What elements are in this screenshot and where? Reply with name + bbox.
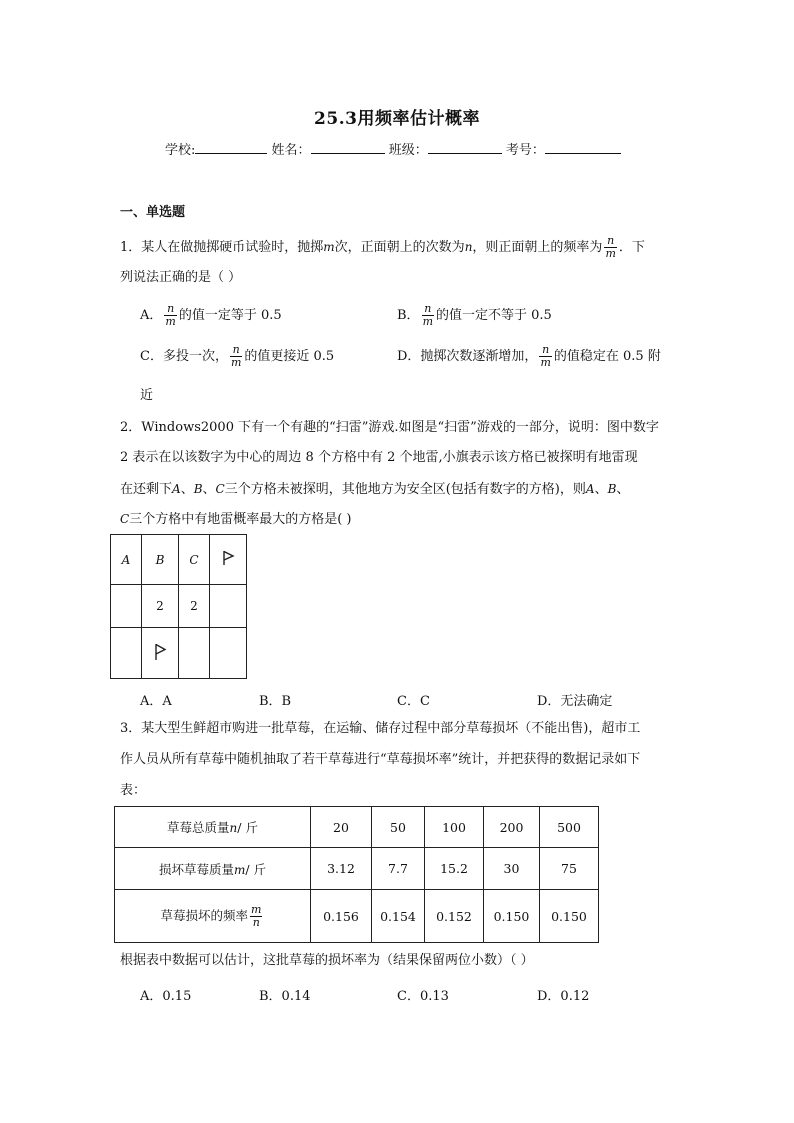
school-label: 学校:	[165, 143, 196, 158]
q1-option-b-fraction	[422, 303, 434, 328]
table-cell: 0.156	[311, 890, 372, 943]
option-d-prefix: D．抛掷次数逐渐增加，	[397, 349, 538, 364]
fraction-numerator: n	[604, 235, 616, 248]
fraction-denominator: m	[422, 315, 433, 328]
q3-stem-line1: 3．某大型生鲜超市购进一批草莓，在运输、储存过程中部分草莓损坏（不能出售)，超市工	[120, 721, 641, 736]
option-b-prefix: B．	[397, 308, 420, 323]
grid-cell	[210, 535, 247, 585]
header-text: 损坏草莓质量	[158, 861, 234, 877]
fraction-denominator: m	[165, 315, 176, 328]
option-a-prefix: A．	[140, 308, 163, 323]
option-b-text: 的值一定不等于 0.5	[436, 308, 552, 323]
table-cell: 200	[484, 807, 540, 848]
cell-label-c: C	[189, 552, 199, 567]
q3-stem-line2: 作人员从所有草莓中随机抽取了若干草莓进行“草莓损坏率”统计，并把获得的数据记录如下	[120, 752, 641, 767]
q2-var-c: C	[215, 482, 225, 496]
fraction-numerator: n	[539, 344, 551, 357]
q2-option-d[interactable]: D．无法确定	[537, 694, 613, 709]
name-blank[interactable]	[311, 141, 385, 154]
cell-label-b: B	[155, 552, 165, 567]
q2-option-a[interactable]: A．A	[140, 694, 172, 709]
header-var-m: m	[233, 862, 246, 877]
header-text: 草莓损坏的频率	[160, 907, 249, 923]
q1-stem-line2: 列说法正确的是（ ）	[120, 270, 242, 285]
table-row	[115, 848, 599, 890]
q1-var-m: m	[323, 240, 335, 254]
q2-stem-line2: 2 表示在以该数字为中心的周边 8 个方格中有 2 个地雷,小旗表示该方格已被探明有地雷现	[120, 450, 638, 465]
table-cell: 7.7	[372, 848, 425, 890]
table-cell: 15.2	[425, 848, 484, 890]
q3-option-a[interactable]: A．0.15	[140, 989, 192, 1004]
fraction-numerator: m	[251, 902, 262, 916]
header-text: 草莓总质量	[167, 820, 230, 835]
fraction-numerator: n	[164, 303, 176, 316]
table-cell: 50	[372, 807, 425, 848]
table-cell: 30	[484, 848, 540, 890]
grid-cell	[179, 535, 210, 585]
school-blank[interactable]	[195, 141, 267, 154]
table-cell: 0.154	[372, 890, 425, 943]
q3-option-b[interactable]: B．0.14	[259, 989, 311, 1004]
q3-stem-line3: 表：	[120, 783, 147, 798]
q1-option-d-continued: 近	[140, 388, 154, 403]
table-cell: 20	[311, 807, 372, 848]
cell-number: 2	[190, 599, 198, 613]
fraction-numerator: n	[230, 344, 242, 357]
grid-cell	[111, 585, 142, 628]
fraction-denominator: n	[252, 915, 260, 929]
cell-number: 2	[156, 599, 164, 613]
q1-option-d[interactable]	[397, 344, 661, 369]
header-unit: / 斤	[245, 861, 267, 877]
class-label: 班级：	[388, 143, 428, 158]
q1-option-a[interactable]	[140, 303, 282, 328]
table-cell: 75	[540, 848, 599, 890]
q1-fraction	[604, 235, 616, 260]
q2-option-c[interactable]: C．C	[397, 694, 430, 709]
q2-option-b[interactable]: B．B	[259, 694, 292, 709]
cell-label-a: A	[121, 552, 131, 567]
q1-option-b[interactable]	[397, 303, 552, 328]
grid-cell	[142, 535, 179, 585]
table-row	[115, 807, 599, 848]
table-cell: 0.150	[540, 890, 599, 943]
option-a-text: 的值一定等于 0.5	[178, 308, 282, 323]
q2-sep: 、	[594, 482, 608, 497]
grid-cell	[210, 628, 247, 679]
class-blank[interactable]	[428, 141, 502, 154]
q2-sep: 、	[202, 482, 216, 497]
grid-cell	[111, 628, 142, 679]
row-header-damage-frequency	[115, 890, 311, 943]
q1-text-d: ．下	[618, 240, 645, 255]
q2-stem-line1: 2．Windows2000 下有一个有趣的“扫雷”游戏.如图是“扫雷”游戏的一部分，说明：图中数字	[120, 420, 659, 435]
strawberry-data-table	[114, 806, 599, 943]
page-title: 25.3用频率估计概率	[314, 109, 480, 129]
student-info-line	[165, 139, 621, 158]
row-header-total-mass	[115, 807, 311, 848]
q2-var-c: C	[120, 512, 130, 526]
q1-var-n: n	[464, 240, 473, 254]
number-label: 考号：	[505, 143, 545, 158]
table-cell: 3.12	[311, 848, 372, 890]
q1-text-b: 次，正面朝上的次数为	[334, 240, 465, 255]
minesweeper-grid	[110, 534, 247, 679]
q2-var-a: A	[585, 482, 595, 496]
table-cell: 0.150	[484, 890, 540, 943]
option-c-prefix: C．多投一次，	[140, 349, 228, 364]
q2-text-b: 三个方格未被探明，其他地方为安全区(包括有数字的方格)，则	[224, 482, 586, 497]
q1-option-a-fraction	[164, 303, 176, 328]
fraction-numerator: n	[422, 303, 434, 316]
grid-cell	[210, 585, 247, 628]
fraction-denominator: m	[605, 247, 616, 260]
name-label: 姓名：	[271, 143, 311, 158]
grid-cell	[179, 585, 210, 628]
q3-option-c[interactable]: C．0.13	[397, 989, 449, 1004]
section-heading: 一、单选题	[120, 205, 186, 220]
row-header-damaged-mass	[115, 848, 311, 890]
q1-option-c-fraction	[230, 344, 242, 369]
grid-cell	[142, 628, 179, 679]
q2-stem-line4	[120, 510, 351, 529]
grid-cell	[179, 628, 210, 679]
q1-option-d-fraction	[539, 344, 551, 369]
q1-text-c: ，则正面朝上的频率为	[472, 240, 603, 255]
table-cell: 100	[425, 807, 484, 848]
q3-followup: 根据表中数据可以估计，这批草莓的损坏率为（结果保留两位小数）（ ）	[120, 953, 534, 968]
option-d-text: 的值稳定在 0.5 附	[553, 349, 661, 364]
q2-stem-line3	[120, 480, 629, 499]
fraction-denominator: m	[230, 356, 242, 369]
grid-cell	[142, 585, 179, 628]
q3-option-d[interactable]: D．0.12	[537, 989, 590, 1004]
q1-option-c[interactable]	[140, 344, 334, 369]
frequency-fraction	[250, 904, 262, 929]
table-row	[115, 890, 599, 943]
grid-cell	[111, 535, 142, 585]
option-c-text: 的值更接近 0.5	[244, 349, 335, 364]
header-var-n: n	[229, 821, 238, 835]
table-cell: 500	[540, 807, 599, 848]
fraction-denominator: m	[540, 356, 551, 369]
header-unit: / 斤	[237, 820, 258, 835]
q2-text-c: 三个方格中有地雷概率最大的方格是( )	[129, 512, 352, 527]
flag-icon	[153, 643, 167, 661]
q2-text-a: 在还剩下	[120, 482, 173, 497]
q1-text-a: 1．某人在做抛掷硬币试验时，抛掷	[120, 240, 324, 255]
q1-stem-line1	[120, 235, 645, 260]
q2-sep: 、	[616, 482, 630, 497]
q2-var-b: B	[607, 482, 617, 496]
number-blank[interactable]	[545, 141, 621, 154]
q2-var-a: A	[172, 482, 181, 496]
q2-var-b: B	[193, 482, 203, 496]
table-cell: 0.152	[425, 890, 484, 943]
flag-icon	[221, 550, 235, 566]
q2-sep: 、	[180, 482, 194, 497]
